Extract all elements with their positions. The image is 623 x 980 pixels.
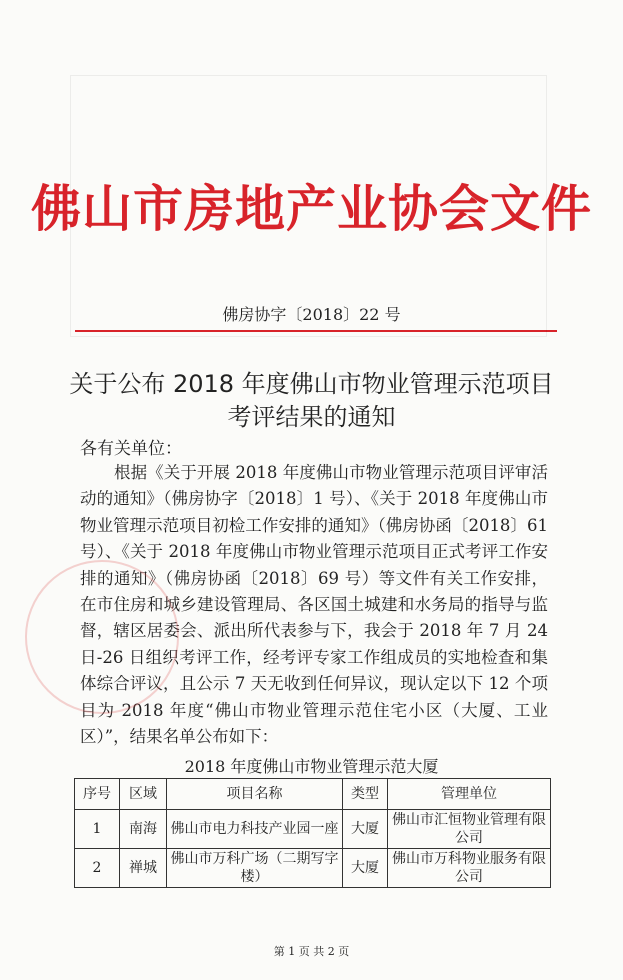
page-footer: 第 1 页 共 2 页 — [273, 945, 350, 959]
notice-heading — [52, 368, 572, 434]
heading-line-1: 关于公布 2018 年度佛山市物业管理示范项目 — [69, 370, 554, 398]
table-row — [75, 810, 551, 849]
cell: 佛山市电力科技产业园一座 — [167, 810, 343, 849]
results-table — [74, 778, 551, 888]
salutation: 各有关单位： — [80, 439, 182, 459]
cell: 佛山市万科物业服务有限公司 — [388, 849, 551, 888]
body-paragraph: 根据《关于开展 2018 年度佛山市物业管理示范项目评审活动的通知》（佛房协字〔2018〕1 号）、《关于 2018 年度佛山市物业管理示范项目初检工作安排的通知》（佛房协函〔2018〕61 号）、《关于 2018 年度佛山市物业管理示范项目正式考评工作安排的通知》（佛房协函〔2018〕69 号）等文件有关工作安排，在市住房和城乡建设管理局、各区国土城建和水务局的指导与监督，辖区居委会、派出所代表参与下，我会于 2018 年 7 月 24 日-26 日组织考评工作，经考评专家工作组成员的实地检查和集体综合评议，且公示 7 天无收到任何异议，现认定以下 12 个项目为 2018 年度“佛山市物业管理示范住宅小区（大厦、工业区）”，结果名单公布如下： — [80, 463, 548, 747]
table-header-row — [75, 779, 551, 810]
cell: 南海 — [120, 810, 167, 849]
org-title: 佛山市房地产业协会文件 — [31, 180, 592, 238]
col-header: 区域 — [120, 779, 167, 810]
red-divider — [75, 330, 557, 332]
col-header: 类型 — [343, 779, 388, 810]
cell: 禅城 — [120, 849, 167, 888]
col-header: 项目名称 — [167, 779, 343, 810]
cell: 大厦 — [343, 810, 388, 849]
cell: 1 — [75, 810, 120, 849]
col-header: 管理单位 — [388, 779, 551, 810]
table-caption: 2018 年度佛山市物业管理示范大厦 — [184, 757, 439, 777]
col-header: 序号 — [75, 779, 120, 810]
doc-number: 佛房协字〔2018〕22 号 — [222, 305, 401, 324]
cell: 2 — [75, 849, 120, 888]
cell: 佛山市汇恒物业管理有限公司 — [388, 810, 551, 849]
heading-line-2: 考评结果的通知 — [227, 403, 396, 431]
table-row — [75, 849, 551, 888]
cell: 大厦 — [343, 849, 388, 888]
cell: 佛山市万科广场（二期写字楼） — [167, 849, 343, 888]
